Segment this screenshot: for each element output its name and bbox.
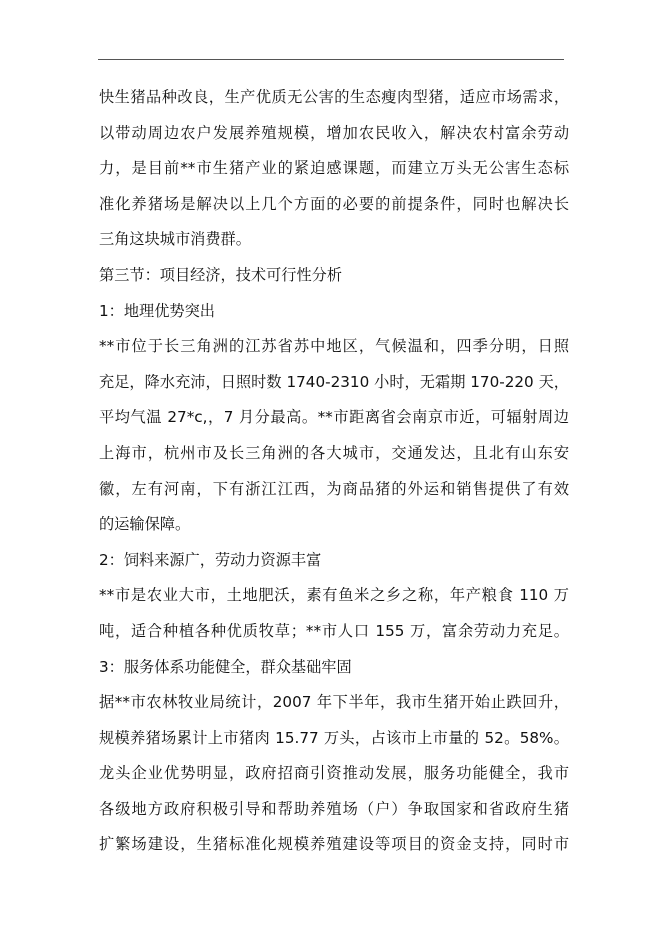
text-line: 据**市农林牧业局统计，2007 年下半年，我市生猪开始止跌回升， xyxy=(99,693,569,712)
text-line: 上海市，杭州市及长三角洲的各大城市，交通发达，且北有山东安 xyxy=(99,443,569,462)
text-line: 准化养猪场是解决以上几个方面的必要的前提条件，同时也解决长 xyxy=(99,194,569,213)
text-line: 快生猪品种改良，生产优质无公害的生态瘦肉型猪，适应市场需求， xyxy=(99,88,569,106)
text-line: 扩繁场建设，生猪标准化规模养殖建设等项目的资金支持，同时市 xyxy=(99,835,569,854)
text-line: 3：服务体系功能健全，群众基础牢固 xyxy=(99,657,352,676)
text-line: **市是农业大市，土地肥沃，素有鱼米之乡之称，年产粮食 110 万 xyxy=(99,586,569,605)
text-line: 1：地理优势突出 xyxy=(99,301,215,320)
text-line: 吨，适合种植各种优质牧草；**市人口 155 万，富余劳动力充足。 xyxy=(99,621,569,640)
header-rule xyxy=(98,59,564,60)
text-line: 平均气温 27*c,，7 月分最高。**市距离省会南京市近，可辐射周边 xyxy=(99,408,569,427)
text-line: 三角这块城市消费群。 xyxy=(99,230,251,249)
text-line: 充足，降水充沛，日照时数 1740-2310 小时，无霜期 170-220 天， xyxy=(99,372,569,391)
text-line: 2：饲料来源广，劳动力资源丰富 xyxy=(99,550,322,569)
document-body xyxy=(99,80,569,863)
text-line: 第三节：项目经济，技术可行性分析 xyxy=(99,265,342,284)
text-line: 的运输保障。 xyxy=(99,515,191,534)
text-line: **市位于长三角洲的江苏省苏中地区，气候温和，四季分明，日照 xyxy=(99,337,569,356)
text-line: 力，是目前**市生猪产业的紧迫感课题，而建立万头无公害生态标 xyxy=(99,159,569,178)
text-line: 徽，左有河南，下有浙江江西，为商品猪的外运和销售提供了有效 xyxy=(99,479,569,498)
text-line: 规模养猪场累计上市猪肉 15.77 万头，占该市上市量的 52。58%。 xyxy=(99,728,569,747)
text-line: 龙头企业优势明显，政府招商引资推动发展，服务功能健全，我市 xyxy=(99,764,569,783)
text-line: 各级地方政府积极引导和帮助养殖场（户）争取国家和省政府生猪 xyxy=(99,799,569,818)
text-line: 以带动周边农户发展养殖规模，增加农民收入，解决农村富余劳动 xyxy=(99,123,569,142)
